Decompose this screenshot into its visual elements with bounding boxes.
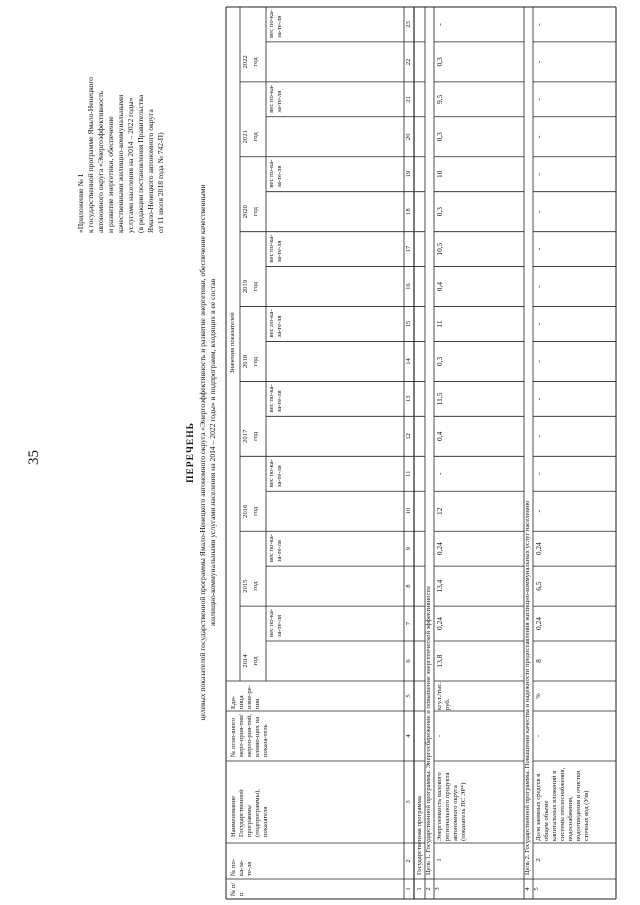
- value-cell: 8: [534, 659, 543, 663]
- value-cell: 10: [435, 170, 444, 178]
- year-label: год: [252, 506, 259, 516]
- appendix-line: автономного округа «Энергоэффективность: [96, 90, 105, 233]
- value-cell: -: [435, 472, 444, 476]
- indicator-number: 1: [436, 858, 443, 862]
- appendix-line: к государственной программе Ямало-Ненецкого: [86, 77, 95, 233]
- value-cell: 13,8: [435, 654, 444, 668]
- weight-header: вес по-ка-за-те-ля: [268, 309, 283, 338]
- row-number: 3: [434, 887, 441, 891]
- row-number: 4: [524, 887, 531, 891]
- year-header: 2016: [242, 504, 249, 518]
- header-indicator-name: Наименование Государственной программы (подпрограммы), показателя: [230, 789, 269, 837]
- row-number: 1: [416, 887, 423, 891]
- goal-1-label: Цель 1. Государственной программы. Энергосбережение и повышение энергетической эффективности: [425, 586, 432, 875]
- weight-header: вес по-ка-за-те-ля: [268, 609, 283, 637]
- value-cell: 0,4: [435, 281, 444, 292]
- indicator-name: Энергоемкость валового регионального продукта автономного округа (показатель ПС ЭР*): [436, 772, 467, 841]
- column-number: 13: [405, 395, 412, 403]
- document-title: ПЕРЕЧЕНЬ: [186, 422, 196, 483]
- unit-value: кгу.т./тыс. руб.: [436, 682, 451, 710]
- value-cell: 13,4: [435, 579, 444, 593]
- indicator-number: 2: [535, 858, 542, 862]
- column-number: 6: [405, 659, 412, 663]
- appendix-line: (в редакции постановления Правительства: [136, 94, 145, 233]
- weight-header: вес по-ка-за-те-ля: [268, 84, 283, 113]
- value-cell: 0,3: [435, 57, 444, 67]
- year-header: 2019: [242, 279, 249, 294]
- year-header: 2015: [242, 579, 249, 593]
- weight-header: вес по-ка-за-те-ля: [268, 9, 283, 38]
- appendix-line: и развитие энергетики, обеспечение: [106, 116, 115, 233]
- appendix-line: качественными жилищно-коммунальными: [116, 94, 125, 233]
- column-number: 10: [405, 507, 412, 515]
- value-cell: -: [534, 210, 543, 213]
- column-number: 7: [405, 621, 412, 626]
- value-cell: 10,5: [435, 242, 444, 256]
- value-cell: -: [534, 285, 543, 288]
- header-basic-measure: № осно-вного меро-прия-тия/мероп-рия-тий, влияю-щих на показа-тель: [230, 713, 269, 757]
- value-cell: -: [534, 510, 543, 513]
- value-cell: -: [534, 322, 543, 326]
- value-cell: 0,24: [534, 617, 543, 631]
- year-label: год: [252, 581, 259, 591]
- column-number: 14: [405, 358, 412, 365]
- year-header: 2017: [242, 429, 249, 443]
- column-number: 3: [405, 800, 412, 804]
- appendix-note: [76, 53, 166, 233]
- column-number: 19: [405, 170, 412, 178]
- column-number: 8: [405, 584, 412, 588]
- column-number: 16: [405, 283, 412, 290]
- header-npp: № п/п: [230, 882, 245, 896]
- header-indicator-number: № по-ка-за-те-ля: [230, 859, 253, 876]
- year-label: год: [252, 132, 259, 142]
- year-label: год: [252, 207, 259, 217]
- value-cell: 9,5: [435, 94, 444, 104]
- column-number: 9: [405, 547, 412, 551]
- appendix-line: от 11 июля 2018 года № 742-П): [156, 132, 165, 233]
- weight-header: вес по-ка-за-те-ля: [268, 384, 283, 413]
- column-number: 5: [405, 694, 412, 698]
- column-number: 20: [405, 133, 412, 141]
- column-number: 4: [405, 734, 412, 738]
- value-cell: 0,24: [534, 542, 543, 556]
- value-cell: -: [534, 247, 543, 251]
- appendix-line: услугами населения на 2014 – 2022 годы»: [126, 97, 135, 233]
- appendix-line: Ямало-Ненецкого автономного округа: [146, 109, 155, 233]
- column-number: 21: [405, 96, 412, 103]
- unit-value: %: [535, 693, 542, 699]
- appendix-line: «Приложение № 1: [76, 173, 85, 233]
- year-label: год: [252, 356, 259, 366]
- weight-header: вес по-ка-за-те-ля: [268, 234, 283, 263]
- value-cell: 12: [435, 507, 444, 515]
- year-header: 2021: [242, 130, 249, 144]
- value-cell: -: [534, 397, 543, 401]
- column-number: 1: [405, 887, 412, 891]
- goal-2-label: Цель 2. Государственной программы. Повышение качества и надежности предоставления жилищно-коммунальных услуг населению: [524, 500, 531, 875]
- value-cell: 0,3: [435, 356, 444, 367]
- value-cell: 0,4: [435, 431, 444, 441]
- basic-measure-value: -: [535, 734, 542, 738]
- year-label: год: [252, 57, 259, 67]
- value-cell: 0,3: [435, 207, 444, 217]
- document-subtitle-line2: жилищно-коммунальными услугами населения на 2014 – 2022 годы» и подпрограмм, входящих в ее состав: [208, 278, 217, 627]
- value-cell: -: [534, 135, 543, 139]
- value-cell: -: [534, 98, 543, 101]
- year-header: 2020: [242, 205, 249, 219]
- value-cell: 6,5: [534, 581, 543, 591]
- value-cell: 11,5: [435, 392, 444, 406]
- weight-header: вес по-ка-за-те-ля: [268, 534, 283, 563]
- value-cell: -: [534, 173, 543, 176]
- row-number: 2: [425, 887, 432, 891]
- year-label: год: [252, 656, 259, 666]
- program-row-label: Государственная программа: [416, 796, 423, 875]
- value-cell: -: [534, 23, 543, 26]
- indicator-name: Доля заемных средств в общем объеме капитальных вложений в системы теплоснабжения, водоснабжения, водоотведения и очистки сточных вод (Узв): [535, 767, 590, 841]
- value-cell: -: [534, 60, 543, 64]
- value-cell: -: [435, 23, 444, 26]
- year-label: год: [252, 282, 259, 292]
- weight-header: вес по-ка-за-те-ля: [268, 459, 283, 488]
- indicators-table: [226, 5, 616, 899]
- document-subtitle-line1: целевых показателей государственной программы Ямало-Ненецкого автономного округа «Энергоэффективность и развитие энергетики, обеспечение качественными: [198, 184, 207, 721]
- value-cell: -: [534, 472, 543, 476]
- year-header: 2014: [242, 654, 249, 668]
- column-number: 18: [405, 208, 412, 215]
- year-header: 2018: [242, 354, 249, 369]
- page-number: 35: [26, 450, 42, 465]
- column-number: 2: [405, 859, 412, 863]
- header-unit: Еди-ница изме-ре-ния: [230, 685, 261, 709]
- value-cell: -: [534, 435, 543, 438]
- header-values-title: Значения показателей: [229, 312, 236, 374]
- basic-measure-value: -: [436, 734, 443, 738]
- value-cell: 0,24: [435, 542, 444, 556]
- column-number: 23: [405, 21, 412, 28]
- column-number: 11: [405, 470, 412, 477]
- year-header: 2022: [242, 55, 249, 69]
- value-cell: 11: [435, 320, 444, 328]
- column-number: 17: [405, 245, 412, 253]
- value-cell: 0,24: [435, 617, 444, 631]
- weight-header: вес по-ка-за-те-ля: [268, 159, 283, 188]
- value-cell: 0,3: [435, 132, 444, 142]
- column-number: 12: [405, 433, 412, 440]
- value-cell: -: [534, 360, 543, 363]
- row-number: 5: [533, 887, 540, 891]
- year-label: год: [252, 431, 259, 441]
- column-number: 22: [405, 58, 412, 66]
- column-number: 15: [405, 320, 412, 328]
